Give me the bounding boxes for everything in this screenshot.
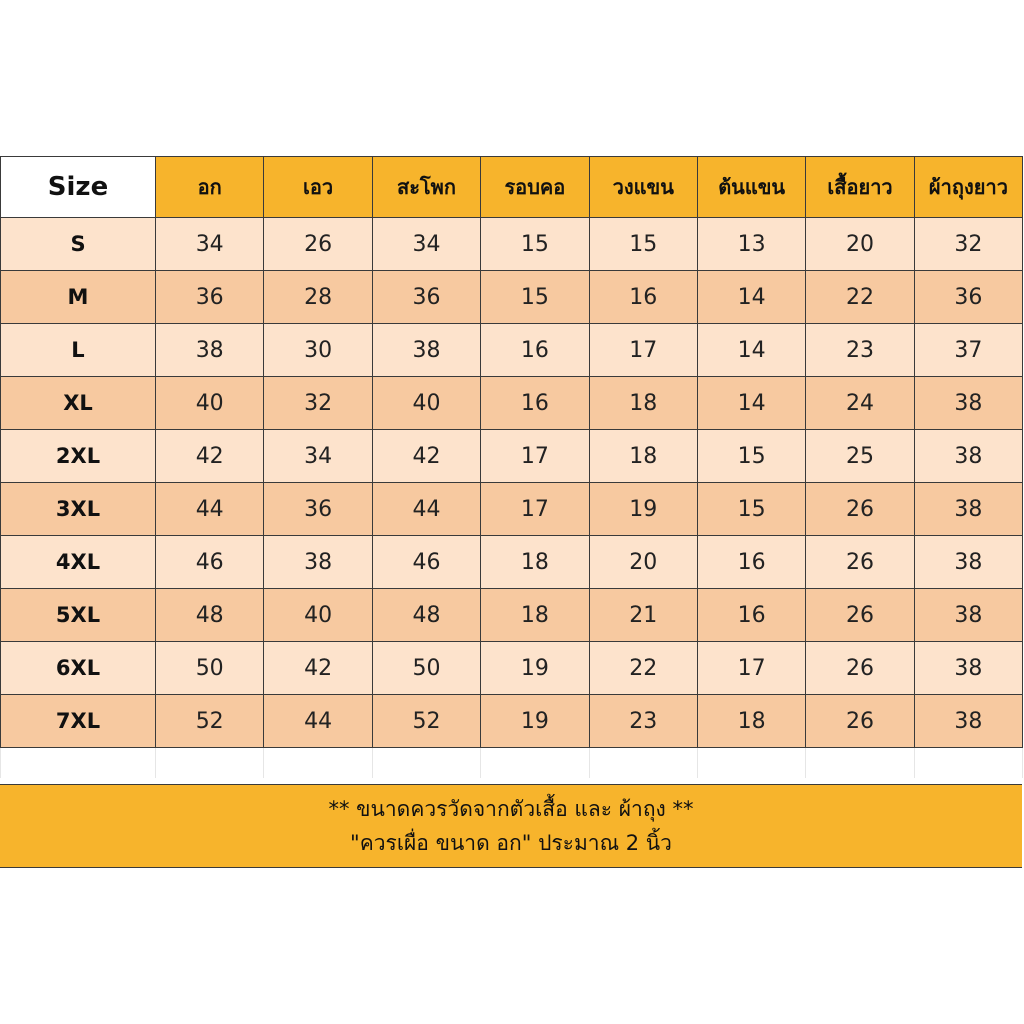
measurement-cell: 17 [481,430,589,483]
measurement-cell: 36 [914,271,1022,324]
measurement-cell: 19 [589,483,697,536]
measurement-cell: 34 [372,218,480,271]
measurement-cell: 14 [697,377,805,430]
measurement-cell: 26 [806,483,914,536]
measurement-cell: 24 [806,377,914,430]
measurement-cell: 38 [914,377,1022,430]
measurement-cell: 26 [264,218,372,271]
measurement-cell: 40 [372,377,480,430]
empty-cell [156,748,264,779]
measurement-cell: 17 [589,324,697,377]
measurement-cell: 50 [156,642,264,695]
header-neck: รอบคอ [481,157,589,218]
measurement-cell: 36 [264,483,372,536]
empty-cell [914,748,1022,779]
size-label-cell: 3XL [1,483,156,536]
table-row [1,642,1023,695]
table-row [1,589,1023,642]
measurement-cell: 16 [697,589,805,642]
measurement-cell: 20 [806,218,914,271]
measurement-cell: 18 [589,377,697,430]
measurement-cell: 17 [481,483,589,536]
measurement-cell: 23 [589,695,697,748]
note-banner [0,784,1022,868]
measurement-cell: 40 [264,589,372,642]
size-label-cell: S [1,218,156,271]
table-body [1,218,1023,779]
empty-cell [697,748,805,779]
measurement-cell: 36 [372,271,480,324]
header-armhole: วงแขน [589,157,697,218]
empty-cell [806,748,914,779]
size-label-cell: M [1,271,156,324]
size-label-cell: 5XL [1,589,156,642]
measurement-cell: 32 [264,377,372,430]
measurement-cell: 25 [806,430,914,483]
measurement-cell: 18 [481,536,589,589]
measurement-cell: 50 [372,642,480,695]
note-line-1: ** ขนาดควรวัดจากตัวเสื้อ และ ผ้าถุง ** [328,797,694,821]
size-label-cell: 4XL [1,536,156,589]
measurement-cell: 38 [914,695,1022,748]
measurement-cell: 15 [589,218,697,271]
header-row [1,157,1023,218]
measurement-cell: 38 [372,324,480,377]
measurement-cell: 17 [697,642,805,695]
header-size: Size [1,157,156,218]
size-label-cell: 7XL [1,695,156,748]
empty-cell [481,748,589,779]
size-label-cell: XL [1,377,156,430]
empty-cell [1,748,156,779]
measurement-cell: 14 [697,324,805,377]
measurement-cell: 48 [156,589,264,642]
table-row [1,430,1023,483]
measurement-cell: 38 [914,536,1022,589]
measurement-cell: 22 [806,271,914,324]
measurement-cell: 38 [914,483,1022,536]
table-row [1,271,1023,324]
measurement-cell: 42 [156,430,264,483]
measurement-cell: 44 [372,483,480,536]
table-row [1,377,1023,430]
note-line-2: "ควรเผื่อ ขนาด อก" ประมาณ 2 นิ้ว [350,831,672,855]
measurement-cell: 42 [372,430,480,483]
table-row [1,695,1023,748]
measurement-cell: 15 [481,218,589,271]
measurement-cell: 16 [481,377,589,430]
header-shirt-length: เสื้อยาว [806,157,914,218]
measurement-cell: 15 [697,483,805,536]
size-chart-table [0,156,1023,778]
header-upper-arm: ต้นแขน [697,157,805,218]
header-skirt-length: ผ้าถุงยาว [914,157,1022,218]
header-waist: เอว [264,157,372,218]
measurement-cell: 26 [806,536,914,589]
empty-cell [264,748,372,779]
measurement-cell: 15 [697,430,805,483]
measurement-cell: 38 [914,642,1022,695]
measurement-cell: 48 [372,589,480,642]
measurement-cell: 18 [697,695,805,748]
empty-cell [589,748,697,779]
measurement-cell: 30 [264,324,372,377]
measurement-cell: 38 [264,536,372,589]
measurement-cell: 26 [806,589,914,642]
measurement-cell: 40 [156,377,264,430]
measurement-cell: 16 [481,324,589,377]
header-chest: อก [156,157,264,218]
measurement-cell: 32 [914,218,1022,271]
measurement-cell: 52 [156,695,264,748]
measurement-cell: 38 [914,430,1022,483]
measurement-cell: 21 [589,589,697,642]
empty-cell [372,748,480,779]
measurement-cell: 18 [481,589,589,642]
measurement-cell: 38 [156,324,264,377]
size-label-cell: 6XL [1,642,156,695]
measurement-cell: 18 [589,430,697,483]
measurement-cell: 28 [264,271,372,324]
measurement-cell: 52 [372,695,480,748]
measurement-cell: 20 [589,536,697,589]
measurement-cell: 14 [697,271,805,324]
size-label-cell: 2XL [1,430,156,483]
measurement-cell: 26 [806,642,914,695]
measurement-cell: 46 [156,536,264,589]
measurement-cell: 44 [264,695,372,748]
measurement-cell: 37 [914,324,1022,377]
table-row [1,536,1023,589]
measurement-cell: 13 [697,218,805,271]
table-row [1,324,1023,377]
measurement-cell: 38 [914,589,1022,642]
measurement-cell: 46 [372,536,480,589]
measurement-cell: 44 [156,483,264,536]
measurement-cell: 36 [156,271,264,324]
spacer-row [1,748,1023,779]
table-row [1,218,1023,271]
size-label-cell: L [1,324,156,377]
measurement-cell: 34 [156,218,264,271]
table-row [1,483,1023,536]
measurement-cell: 16 [589,271,697,324]
measurement-cell: 23 [806,324,914,377]
measurement-cell: 19 [481,695,589,748]
measurement-cell: 22 [589,642,697,695]
measurement-cell: 34 [264,430,372,483]
measurement-cell: 19 [481,642,589,695]
header-hip: สะโพก [372,157,480,218]
measurement-cell: 26 [806,695,914,748]
measurement-cell: 16 [697,536,805,589]
measurement-cell: 42 [264,642,372,695]
measurement-cell: 15 [481,271,589,324]
